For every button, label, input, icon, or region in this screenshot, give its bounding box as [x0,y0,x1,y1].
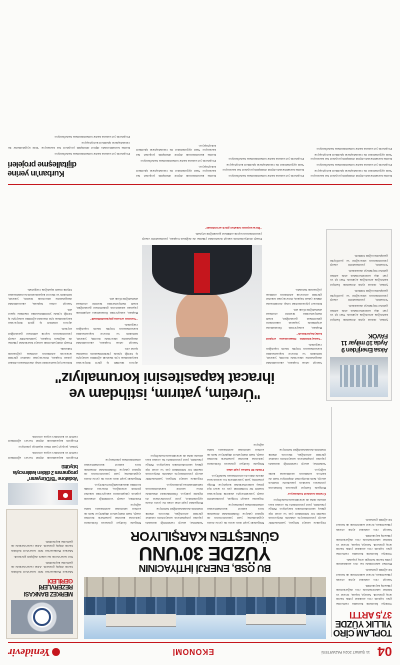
interview-portrait [142,245,262,365]
section-label: EKONOMİ [172,647,214,656]
flag-icon [58,490,72,500]
reserve-headline: MERKEZ BANKASI REZERVLERİ GERİLEDİ [24,576,73,596]
bottom-col-3: Kamu kurumlarında dijital dönüşüm projeleri hız kazanıyor. Yeni uygulamalar ile vatandaşların işlemleri kolaylaşıyor. Projelerin yıl sonuna kadar tamamlanması hedefleniyor. Kamu kurumlarında dijital dönüşüm projeleri hız kazanıyor. Yeni uygulamalar ile vatandaşların işlemleri kolaylaşıyor. [136,143,216,178]
small-body: Program kapsamında dijital beceri eğitimleri verildi ve katılımcı sayısı artırıldı. Şirket, projeyi yeni illere taşımayı planlıyor. Program kapsamında dijital beceri eğitimleri verildi ve katılımcı sayısı artırıldı. [8,434,78,460]
bottom-col-2: Projelerin yıl sonuna kadar tamamlanması hedefleniyor. Kamu kurumlarında dijital dönüşüm projeleri hız kazanıyor. Yeni uygulamalar ile vatandaşların işlemleri kolaylaşıyor. Projelerin yıl sonuna kadar tamamlanması hedefleniyor. [222,157,304,178]
reserve-body: Merkez Bankası'nın brüt rezervleri haftalık bazda düşüş gösterdi. Altın rezervlerinde de gerileme kaydedildi. Net rezervlerde ise sınırlı değişim gözlendi. Merkez Bankası'nın brüt rezervleri haftalık bazda düşüş gösterdi. Altın rezervlerinde de gerileme kaydedildi. [11,539,73,574]
main-photo [84,577,326,639]
side-headline: TOPLAM CİRO YILLIK YÜZDE 37,5 ARTTI [333,610,392,638]
bottom-story [8,6,392,185]
page-number: 04 [377,644,392,659]
small-photo [8,483,78,505]
store-photo [330,357,388,397]
date-line: 11 ŞUBAT 2024 PAZARTESİ [321,650,370,654]
bottom-headline: Kurban'ın yerine dijitalleşme projeleri [8,160,77,178]
interview-col-1: Sanayi odası başkanı, ekonomideki dengelenme sürecinde üretim, yatırım, istihdam ve ihracat kapasitesinin korunmasının büyük önem taşıdığını vurguladı. "Sanayicimizin finansmana erişimi kolaylaştırılmalı" Başkan, sanayicinin finansmana erişiminde yaşanan sıkıntıların giderilmesi gerektiğini, kredi maliyetlerinin üretimi olumsuz etkilediğini ifade etti. Küresel piyasalardaki talep daralmasına dikkat çeken başkan, ihracatçının rekabet gücünü artıracak adımların atılması çağrısında bulundu. [266,287,322,365]
logo-mark-icon [52,648,60,656]
interview-story [8,191,322,401]
store-body: Şirket, dokuz aylık dönemde faaliyet karlılığını artırdığını açıkladı. Yurt içi ve yurt dışı santrallerinden elde edilen gelirler büyümeyi destekledi. Yönetim, yenilenebilir enerji yatırımlarının süreceğini ve portföyün genişletileceğini bildirdi. Şirket, dokuz aylık dönemde faaliyet karlılığını artırdığını açıkladı. Yurt içi ve yurt dışı santrallerinden elde edilen gelirler büyümeyi destekledi. Yönetim, yenilenebilir enerji yatırımlarının süreceğini ve portföyün genişletileceğini bildirdi. [330,254,388,322]
side-body: Türkiye İstatistik Kurumu verilerine göre toplam ciro endeksi yıllık bazda artış gösterdi. Sanayi, inşaat, ticaret ve hizmet sektörlerinde ciro değerlerinde yükseliş kaydedildi. Sanayi ciro endeksi aylık olarak yükselirken, ticaret sektöründe de benzer bir eğilim gözlendi. Hizmet sektöründe ise ciro endeksinde yıllık bazda belirgin artış yaşandı. Türkiye İstatistik Kurumu verilerine göre toplam ciro endeksi yıllık bazda artış gösterdi. Sanayi, inşaat, ticaret ve hizmet sektörlerinde ciro değerlerinde yükseliş kaydedildi. Sanayi ciro endeksi aylık olarak yükselirken, ticaret sektöründe de benzer bir eğilim gözlendi. [336,518,392,606]
bottom-col-4: Projelerin yıl sonuna kadar tamamlanması hedefleniyor. Kamu kurumlarında dijital dönüşüm projeleri hız kazanıyor. Yeni uygulamalar ile vatandaşların işlemleri kolaylaşıyor. Projelerin yıl sonuna kadar tamamlanması hedefleniyor. [8,135,130,156]
masthead [8,642,392,659]
side-story [331,407,392,637]
logo [8,646,60,658]
interview-col-4: Küresel piyasalardaki talep daralmasına dikkat çeken başkan, ihracatçının rekabet gücünü artıracak adımların atılması çağrısında bulundu. Enerji maliyetlerinin sanayi üzerindeki yüküne de değinen başkan, yenilenebilir enerji yatırımlarının teşvik edilmesi gerektiğini söyledi. Ayrıca nitelikli iş gücü ihtiyacının karşılanması için mesleki eğitimin sanayiyle iş birliği içinde yürütülmesinin önemine işaret etti. Sanayi odası başkanı, ekonomideki dengelenme sürecinde üretim, yatırım, istihdam ve ihracat kapasitesinin korunmasının büyük önem taşıdığını vurguladı. [8,287,72,365]
main-headline: BU OSB, ENERJİ İHTİYACININ YÜZDE 30'UNU GÜNEŞTEN KARŞILIYOR [130,529,280,573]
reserve-photo [11,600,73,634]
small-headline: Vodafone "Bi'Dünyanın" programını 2 dilden katılımcıyla büyüttü [13,463,78,481]
interview-col-2: Enerji maliyetlerinin sanayi üzerindeki yüküne de değinen başkan, yenilenebilir enerji yatırımlarının teşvik edilmesi gerektiğini söyledi. "İhracatçının rekabet gücü artırılmalı" [142,226,262,241]
store-box [326,229,392,401]
logo-text: Yenidevir [8,646,51,658]
store-headline: Aksa Enerji'den 9 Ayda 10 milyar 11 FAVÖK [341,332,388,353]
reserve-box [6,509,78,639]
bottom-col-1: Kamu kurumlarında dijital dönüşüm projeleri hız kazanıyor. Yeni uygulamalar ile vatandaşların işlemleri kolaylaşıyor. Projelerin yıl sonuna kadar tamamlanması hedefleniyor. Kamu kurumlarında dijital dönüşüm projeleri hız kazanıyor. Yeni uygulamalar ile vatandaşların işlemleri kolaylaşıyor. Projelerin yıl sonuna kadar tamamlanması hedefleniyor. [310,146,392,178]
interview-headline: "Üretim, yatırım, istihdam ve ihracat kapasitesini korumalıyız" [55,369,275,402]
main-story [84,407,326,639]
main-body: Organize sanayi bölgesi, yenilenebilir enerji yatırımlarıyla elektrik ihtiyacının önemli bir bölümünü çatı ve arazi tipi güneş santrallerinden karşılıyor. Bölge yönetimi, yeni yatırımlarla bu oranın kısa sürede daha da artırılmasını hedefliyor. Üretim tesisleri bulunuyor Bölgede faaliyet gösteren firmaların çatılarına kurulan panellerle üretilen enerji, hem maliyetleri düşürüyor hem de karbon salımının azalmasına katkı sağlıyor. Yetkililer, enerji verimliliği alanında yapılan çalışmaların sanayicinin rekabet gücünü artırdığını, ihracata dönük üretimin desteklendiğini belirtiyor. Bölgedeki yeşil alan oranı ile çevre dostu uygulamalar, yeni yatırımcıların da ilgisini çekiyor. Önümüzdeki dönemde ilave santral kurulumlarının tamamlanması planlanıyor. Organize sanayi bölgesi, yenilenebilir enerji yatırımlarıyla elektrik ihtiyacının önemli bir bölümünü çatı ve arazi tipi güneş santrallerinden karşılıyor. Bölge yönetimi, yeni yatırımlarla bu oranın kısa sürede daha da artırılmasını hedefliyor. Yüzde 60 fazlası yeşil alan Bölgede faaliyet gösteren firmaların çatılarına kurulan panellerle üretilen enerji, hem maliyetleri düşürüyor hem de karbon salımının azalmasına katkı sağlıyor. Yetkililer, enerji verimliliği alanında yapılan çalışmaların sanayicinin rekabet gücünü artırdığını, ihracata dönük üretimin desteklendiğini belirtiyor. Bölgedeki yeşil alan oranı ile çevre dostu uygulamalar, yeni yatırımcıların da ilgisini çekiyor. Önümüzdeki dönemde ilave santral kurulumlarının tamamlanması planlanıyor. Organize sanayi bölgesi, yenilenebilir enerji yatırımlarıyla elektrik ihtiyacının önemli bir bölümünü çatı ve arazi tipi güneş santrallerinden karşılıyor. Bölge yönetimi, yeni yatırımlarla bu oranın kısa sürede daha da artırılmasını hedefliyor. Bölgede faaliyet gösteren firmaların çatılarına kurulan panellerle üretilen enerji, hem maliyetleri düşürüyor hem de karbon salımının azalmasına katkı sağlıyor. Yetkililer, enerji verimliliği alanında yapılan çalışmaların sanayicinin rekabet gücünü artırdığını, ihracata dönük üretimin desteklendiğini belirtiyor. Bölgedeki yeşil alan oranı ile çevre dostu uygulamalar, yeni yatırımcıların da ilgisini çekiyor. Önümüzdeki dönemde ilave santral kurulumlarının tamamlanması planlanıyor. [84,443,326,525]
bank-emblem-icon [33,608,51,626]
interview-col-3: Ayrıca nitelikli iş gücü ihtiyacının karşılanması için mesleki eğitimin sanayiyle iş birliği içinde yürütülmesinin önemine işaret etti. Sanayi odası başkanı, ekonomideki dengelenme sürecinde üretim, yatırım, istihdam ve ihracat kapasitesinin korunmasının büyük önem taşıdığını vurguladı. "Yatırım ortamı güçlendirilmeli" Başkan, sanayicinin finansmana erişiminde yaşanan sıkıntıların giderilmesi gerektiğini, kredi maliyetlerinin üretimi olumsuz etkilediğini ifade etti. [76,297,138,365]
small-story [8,407,78,505]
